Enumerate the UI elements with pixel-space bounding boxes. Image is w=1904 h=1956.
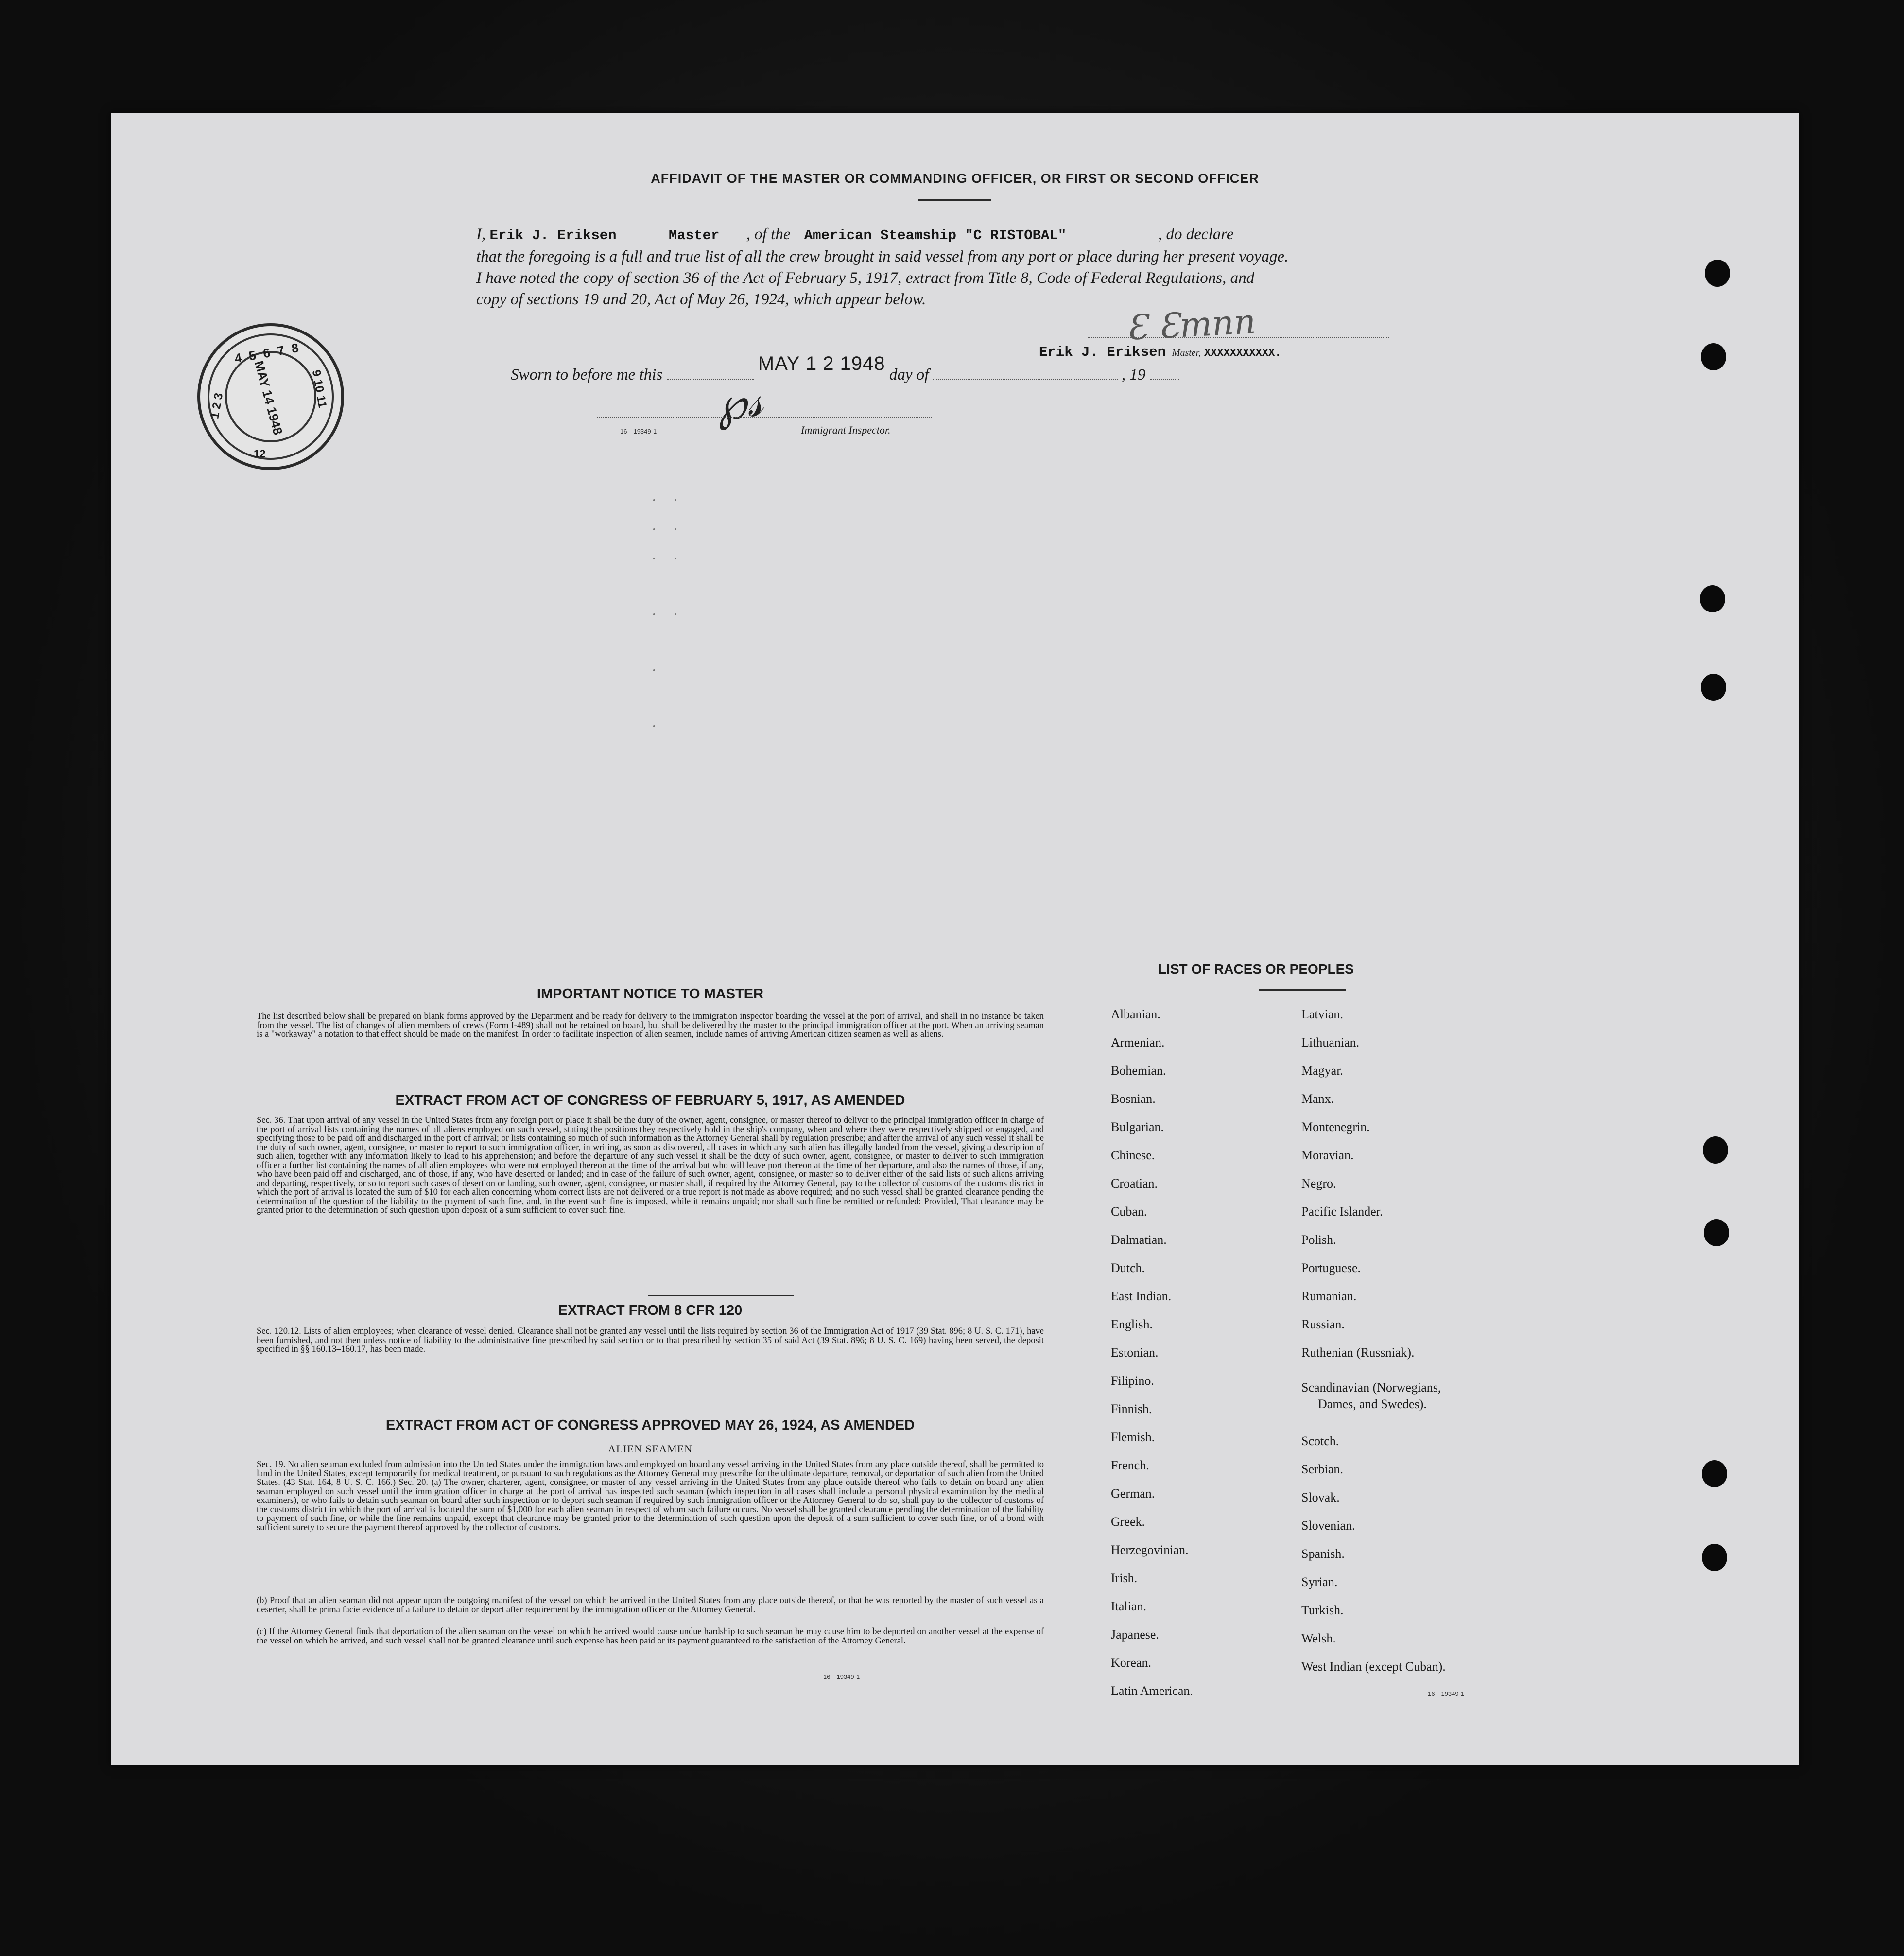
race-item: French.: [1111, 1458, 1149, 1472]
extract-1917-body: Sec. 36. That upon arrival of any vessel in the United States from any foreign port or place it shall be the duty of the owner, agent, consignee, or master thereof to deliver to the principal immigration officer in charge of the port of arrival lists containing the names of all aliens employed on such vessel, stating the positions they respectively hold in the ship's company, when and where they were respectively shipped or engaged, and specifying those to be paid off and discharged in the port of arrival; or lists containing so much of such information as the Attorney General shall by regulation prescribe; and after the arrival of any such vessel it shall be the duty of such owner, agent, consignee, or master to report to such immigration officer, in writing, as soon as discovered, all cases in which any such alien has illegally landed from the vessel, giving a description of such alien, together with any information likely to lead to his apprehension; and before the departure of any such vessel it shall be the duty of such owner, agent, consignee, or master to deliver to such immigration officer a further list containing the names of all alien employees who were not employed thereon at the time of the arrival but who will leave port thereon at the time of her departure, and also the names of those, if any, who have been paid off and discharged, and of those, if any, who have deserted or landed; and in case of the failure of such owner, agent, consignee, or master so to deliver either of the said lists of such aliens arriving and departing, respectively, or so to report such cases of desertion or landing, such owner, agent, consignee, or master shall, if required by the Attorney General, pay to the collector of customs of the customs district in which the port of arrival is located the sum of $10 for each alien concerning whom correct lists are not delivered or a true report is not made as above required; and no such vessel shall be granted clearance pending the determination of the question of the liability to the payment of such fine, and, in the event such fine is imposed, while it remains unpaid; nor shall such fine be remitted or refunded: Provided, That clearance may be granted prior to the determination of such question upon deposit of a sum sufficient to cover such fine.: [257, 1116, 1044, 1215]
stamp-numbers-right: 9 10 11: [309, 368, 329, 409]
punch-hole: [1701, 343, 1726, 370]
race-item: Bohemian.: [1111, 1064, 1166, 1078]
declaration-line-3: I have noted the copy of section 36 of the Act of February 5, 1917, extract from Title 8, Code of Federal Regulations, and: [476, 269, 1255, 287]
declaration-suffix: , do declare: [1158, 226, 1234, 243]
race-item: Scotch.: [1301, 1434, 1339, 1448]
race-item: Slovenian.: [1301, 1519, 1355, 1533]
punch-hole: [1702, 1544, 1727, 1571]
race-item: Latvian.: [1301, 1007, 1343, 1021]
stamp-date: MAY 14 1948: [251, 359, 286, 437]
race-item: Pacific Islander.: [1301, 1205, 1383, 1219]
declaration-mid: , of the: [746, 226, 791, 243]
faint-mark: [653, 669, 655, 671]
extract-1924-subheading: ALIEN SEAMEN: [608, 1443, 692, 1455]
race-item: Bulgarian.: [1111, 1120, 1164, 1134]
race-item: Greek.: [1111, 1515, 1145, 1529]
affidavit-form-code: 16—19349-1: [620, 428, 657, 435]
declaration-line-2: that the foregoing is a full and true list of all the crew brought in said vessel from any port or place during her present voyage.: [476, 248, 1289, 265]
race-item: Finnish.: [1111, 1402, 1152, 1416]
race-item: Albanian.: [1111, 1007, 1160, 1021]
race-item: Italian.: [1111, 1599, 1146, 1613]
signer-title: Master,: [1172, 348, 1201, 358]
inspector-label: Immigrant Inspector.: [801, 424, 891, 436]
affidavit-title: AFFIDAVIT OF THE MASTER OR COMMANDING OFFICER, OR FIRST OR SECOND OFFICER: [651, 171, 1259, 186]
race-item: Dutch.: [1111, 1261, 1145, 1275]
race-item: Spanish.: [1301, 1547, 1345, 1561]
race-item: Korean.: [1111, 1656, 1152, 1670]
race-item: West Indian (except Cuban).: [1301, 1659, 1446, 1674]
race-item: East Indian.: [1111, 1289, 1172, 1303]
extract-1917-heading: EXTRACT FROM ACT OF CONGRESS OF FEBRUARY 5, 1917, AS AMENDED: [395, 1093, 905, 1108]
inspector-signature-line: [597, 417, 932, 418]
declaration-line-1: [476, 226, 1233, 244]
stamp-number-bottom: 12: [254, 448, 266, 460]
races-heading: LIST OF RACES OR PEOPLES: [1158, 961, 1354, 977]
race-item: Japanese.: [1111, 1627, 1159, 1642]
race-item: Moravian.: [1301, 1148, 1354, 1162]
extract-1924-body: Sec. 19. No alien seaman excluded from admission into the United States under the immigration laws and employed on board any vessel arriving in the United States from any place outside thereof, shall be permitted to land in the United States, except temporarily for medical treatment, or pursuant to such regulations as the Attorney General may prescribe for the ultimate departure, removal, or deportation of such alien from the United States. (43 Stat. 164, 8 U. S. C. 166.) Sec. 20. (a) The owner, charterer, agent, consignee, or master of any vessel arriving in the United States from any place outside thereof who fails to detain on board any alien seaman employed on such vessel until the immigration officer in charge at the port of arrival has inspected such seaman (which inspection in all cases shall include a personal physical examination by the medical examiners), or who fails to detain such seaman on board after such inspection or to deport such seaman if required by such immigration officer or the Attorney General to do so, shall pay to the collector of customs of the customs district in which the port of arrival is located the sum of $1,000 for each alien seaman in respect of whom such failure occurs. No vessel shall be granted clearance pending the determination of the liability to payment of such fine, or while the fine remains unpaid, except that clearance may be granted prior to the determination of such question upon the deposit of a sum sufficient to cover such fine, or of a bond with sufficient surety to secure the payment thereof approved by the collector of customs.: [257, 1460, 1044, 1533]
notice-body: The list described below shall be prepared on blank forms approved by the Department and be ready for delivery to the immigration inspector boarding the vessel at the port of arrival, and shall in no instance be taken from the vessel. The list of changes of alien members of crews (Form I-489) shall not be retained on board, but shall be delivered by the master to the principal immigration officer at the port. When an arriving seaman is a "workaway" a notation to that effect should be made on the manifest. In order to facilitate inspection of alien seamen, include names of arriving American citizen seamen as well as aliens.: [257, 1012, 1044, 1039]
extract-1924-paragraph-b: (b) Proof that an alien seaman did not appear upon the outgoing manifest of the vessel on which he arrived in the United States from any place outside thereof, or that he was reported by the master of such vessel as a deserter, shall be prima facie evidence of a failure to detain or deport after requirement by the immigration officer or the Attorney General.: [257, 1596, 1044, 1615]
race-item: Filipino.: [1111, 1374, 1154, 1388]
race-item: Serbian.: [1301, 1462, 1343, 1476]
punch-hole: [1703, 1136, 1728, 1164]
punch-hole: [1705, 260, 1730, 287]
race-item: Negro.: [1301, 1176, 1336, 1190]
race-item: Bosnian.: [1111, 1092, 1156, 1106]
signer-typed-name: Erik J. Eriksen: [1039, 344, 1166, 360]
race-item: English.: [1111, 1317, 1153, 1331]
stamp-numbers-top: 4 5 6 7 8: [233, 340, 302, 366]
extract-8cfr-body: Sec. 120.12. Lists of alien employees; when clearance of vessel denied. Clearance shall not be granted any vessel until the lists required by section 36 of the Immigration Act of 1917 (39 Stat. 896; 8 U. S. C. 171), have been furnished, and not then unless notice of liability to the administrative fine prescribed by said section or to that prescribed by section 35 of said Act (39 Stat. 896; 8 U. S. C. 169) having been served, the deposit specified in §§ 160.13–160.17, has been made.: [257, 1327, 1044, 1354]
extract-8cfr-heading: EXTRACT FROM 8 CFR 120: [558, 1303, 743, 1318]
faint-mark: [653, 528, 655, 530]
race-item: Polish.: [1301, 1233, 1336, 1247]
declaration-prefix: I,: [476, 226, 486, 243]
inspector-signature-handwritten: ℘𝓈: [712, 374, 766, 432]
faint-mark: [675, 613, 676, 615]
race-item: Irish.: [1111, 1571, 1138, 1585]
race-item: Dalmatian.: [1111, 1233, 1167, 1247]
race-item: Dames, and Swedes).: [1318, 1397, 1427, 1411]
faint-mark: [675, 558, 676, 559]
title-underline: [918, 199, 991, 201]
stamp-numbers-left: 1 2 3: [208, 392, 226, 420]
master-name-field: [490, 227, 743, 244]
faint-mark: [653, 725, 655, 727]
race-item: Portuguese.: [1301, 1261, 1361, 1275]
master-name: Erik J. Eriksen: [489, 227, 617, 244]
races-heading-underline: [1259, 989, 1346, 991]
notice-heading: IMPORTANT NOTICE TO MASTER: [537, 986, 764, 1002]
race-item: Croatian.: [1111, 1176, 1158, 1190]
day-of-label: day of: [889, 366, 929, 384]
master-signature-handwritten: Ɛ Ɛmnn: [1125, 301, 1257, 348]
faint-mark: [653, 499, 655, 501]
race-item: Latin American.: [1111, 1684, 1193, 1698]
punch-hole: [1702, 1460, 1727, 1487]
faint-mark: [653, 613, 655, 615]
race-item: Flemish.: [1111, 1430, 1155, 1444]
race-item: Rumanian.: [1301, 1289, 1357, 1303]
races-form-code: 16—19349-1: [1428, 1690, 1465, 1697]
race-item: Montenegrin.: [1301, 1120, 1370, 1134]
race-item: Lithuanian.: [1301, 1035, 1360, 1049]
sworn-line: [511, 353, 1179, 384]
punch-hole: [1704, 1219, 1729, 1246]
section-divider: [648, 1295, 794, 1296]
race-item: Herzegovinian.: [1111, 1543, 1189, 1557]
declaration-line-4: copy of sections 19 and 20, Act of May 26, 1924, which appear below.: [476, 291, 926, 308]
race-item: Scandinavian (Norwegians,: [1301, 1380, 1441, 1395]
punch-hole: [1701, 674, 1726, 701]
faint-mark: [653, 558, 655, 559]
signer-struck-text: XXXXXXXXXXX.: [1204, 347, 1281, 359]
sworn-label: Sworn to before me this: [511, 366, 663, 384]
race-item: Turkish.: [1301, 1603, 1344, 1617]
date-stamp: [197, 323, 344, 470]
race-item: Chinese.: [1111, 1148, 1155, 1162]
race-item: German.: [1111, 1486, 1155, 1501]
race-item: Estonian.: [1111, 1345, 1159, 1360]
race-item: Ruthenian (Russniak).: [1301, 1345, 1415, 1360]
faint-mark: [675, 499, 676, 501]
race-item: Slovak.: [1301, 1490, 1340, 1504]
punch-hole: [1700, 585, 1725, 612]
year-label: , 19: [1121, 366, 1146, 384]
race-item: Syrian.: [1301, 1575, 1338, 1589]
race-item: Magyar.: [1301, 1064, 1343, 1078]
race-item: Manx.: [1301, 1092, 1334, 1106]
race-item: Armenian.: [1111, 1035, 1165, 1049]
race-item: Russian.: [1301, 1317, 1345, 1331]
extract-1924-paragraph-c: (c) If the Attorney General finds that deportation of the alien seaman on the vessel on which he arrived would cause undue hardship to such seaman he may cause him to be deported on another vessel at the expense of the vessel on which he arrived, and such vessel shall not be granted clearance until such expense has been paid or its payment guaranteed to the satisfaction of the Attorney General.: [257, 1627, 1044, 1646]
sworn-date-stamp: MAY 1 2 1948: [758, 353, 885, 374]
master-signature-block: [1039, 344, 1281, 360]
notice-form-code: 16—19349-1: [823, 1673, 860, 1680]
faint-mark: [675, 528, 676, 530]
race-item: Welsh.: [1301, 1631, 1336, 1645]
vessel-name: American Steamship "C RISTOBAL": [795, 227, 1154, 244]
form-page: [111, 113, 1799, 1765]
master-signature-line: [1088, 337, 1389, 338]
extract-1924-heading: EXTRACT FROM ACT OF CONGRESS APPROVED MAY 26, 1924, AS AMENDED: [385, 1417, 915, 1433]
race-item: Cuban.: [1111, 1205, 1147, 1219]
master-rank: Master: [668, 227, 720, 244]
